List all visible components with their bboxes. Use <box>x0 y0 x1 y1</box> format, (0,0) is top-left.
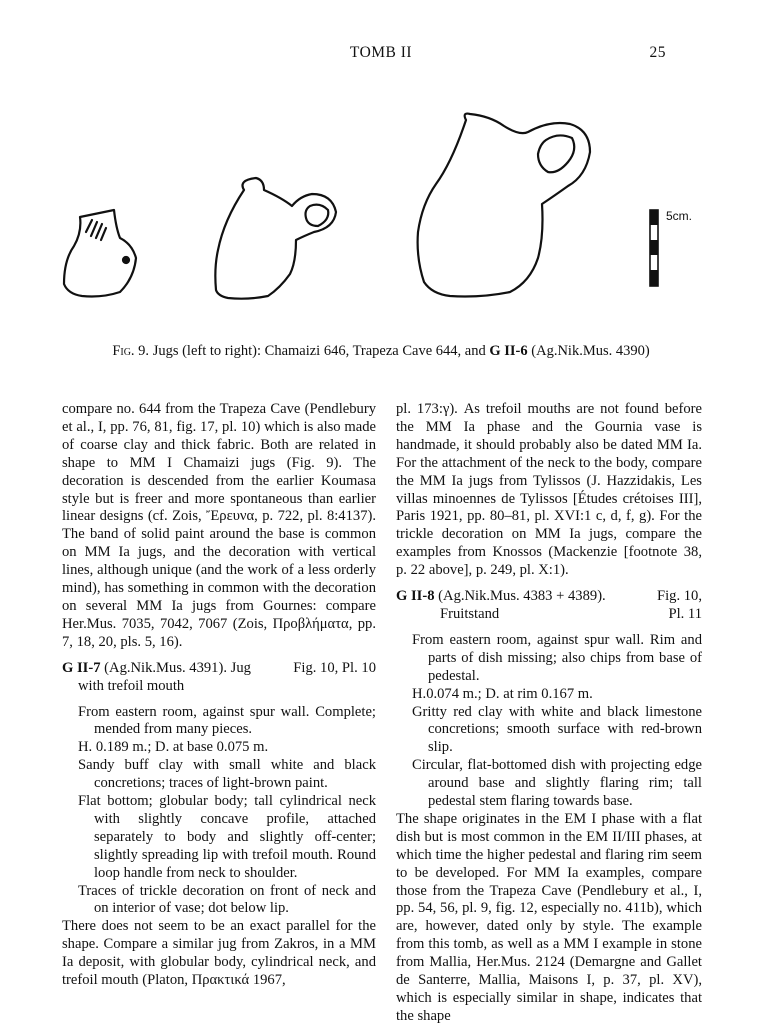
entry-desc: (Ag.Nik.Mus. 4383 + 4389). <box>434 588 606 605</box>
scale-bar <box>650 210 658 286</box>
entry-description: Traces of trickle decoration on front of neck and on interior of vase; dot below lip. <box>78 882 376 917</box>
right-paragraph-2: The shape originates in the EM I phase with a flat dish but is most common in the EM II/III phases, at which time the higher pedestal and flaring rim seem to be developed. For MM Ia examples, compare those from the Trapeza Cave (Pendlebury et al., I, pp. 54, 56, pl. 9, fig. 12, especially no. 411b), which are, however, dated only by style. The example from this tomb, as well as a MM I example in stone from Mallia, Her.Mus. 2124 (Demargne and Gallet de Santerre, Mallia, Maisons I, p. 37, pl. XV), which is especially similar in shape, indicates that the shape <box>396 810 702 1024</box>
caption-text: Jugs (left to right): Chamaizi 646, Trapeza Cave 644, and <box>149 343 490 359</box>
left-paragraph-2: There does not seem to be an exact parallel for the shape. Compare a similar jug from Zakros, in a MM Ia deposit, with globular body, cylindrical neck, and trefoil mouth (Platon, Πρακτικά 1967, <box>62 918 376 989</box>
caption-tail: (Ag.Nik.Mus. 4390) <box>527 343 650 359</box>
entry-description: Flat bottom; globular body; tall cylindrical neck with slightly concave profile, attached separately to body and slightly off-center; slightly spreading lip with trefoil mouth. Round loop handle from neck to shoulder. <box>78 793 376 881</box>
entry-pl: Pl. 11 <box>668 605 702 622</box>
entry-id: G II-7 <box>62 659 101 676</box>
entry-desc: (Ag.Nik.Mus. 4391). Jug <box>100 659 251 676</box>
entry-subtitle: Fruitstand <box>440 605 500 622</box>
entry-subtitle: with trefoil mouth <box>78 677 185 694</box>
entry-subheading <box>396 606 702 624</box>
caption-label: Fig. 9. <box>112 343 150 359</box>
entry-fig: Fig. 10, <box>656 588 702 605</box>
right-column <box>396 401 702 1026</box>
figure-caption <box>0 343 762 360</box>
running-head: TOMB II <box>349 44 413 61</box>
entry-description: From eastern room, against spur wall. Complete; mended from many pieces. <box>78 703 376 738</box>
entry-heading-g-ii-7 <box>62 660 376 678</box>
jugs-figure <box>50 100 710 320</box>
left-paragraph-1: compare no. 644 from the Trapeza Cave (Pendlebury et al., I, pp. 76, 81, fig. 17, pl. 10) which is also made of coarse clay and thick fabric. Both are related in shape to MM I Chamaizi jugs (Fig. 9). The decoration is descended from the earlier Koumasa style but is freer and more spontaneous than earlier linear designs (cf. Zois, Ἔρευνα, p. 722, pl. 8:4137). The band of solid paint around the base is common on MM Ia jugs, and the decoration with vertical lines, although unique (and the work of a less orderly mind), has something in common with the decoration on several MM Ia jugs from Gournes: compare Her.Mus. 7035, 7042, 7067 (Zois, Προβλήματα, pp. 7, 18, 20, pls. 5, 16). <box>62 401 376 650</box>
scale-label: 5cm. <box>666 209 693 223</box>
entry-description: From eastern room, against spur wall. Rim and parts of dish missing; also chips from base of pedestal. <box>412 631 702 684</box>
entry-description: Circular, flat-bottomed dish with projecting edge around base and slightly flaring rim; tall pedestal stem flaring towards base. <box>412 757 702 810</box>
right-paragraph-1: pl. 173:γ). As trefoil mouths are not found before the MM Ia phase and the Gournia vase is handmade, it should probably also be dated MM Ia. For the attachment of the neck to the body, compare the MM Ia jugs from Tylissos (J. Hazzidakis, Les villas minoennes de Tylissos [Études crétoises III], Paris 1921, pp. 80–81, pl. XVI:1 c, d, f, g). For the trickle decoration on MM Ia jugs, compare the examples from Knossos (Mackenzie [footnote 38, p. 22 above], p. 249, pl. X:1). <box>396 401 702 579</box>
jug-trapeza-644 <box>215 178 336 299</box>
jug-g-ii-6 <box>418 114 590 297</box>
entry-description: H.0.074 m.; D. at rim 0.167 m. <box>412 685 593 702</box>
entry-heading-g-ii-8 <box>396 588 702 606</box>
entry-id: G II-8 <box>396 588 435 605</box>
entry-description: Sandy buff clay with small white and black concretions; traces of light-brown paint. <box>78 757 376 792</box>
page-number: 25 <box>649 44 666 61</box>
entry-refs: Fig. 10, Pl. 10 <box>293 659 376 676</box>
left-column <box>62 401 376 990</box>
caption-bold: G II-6 <box>489 343 528 359</box>
entry-description: Gritty red clay with white and black limestone concretions; smooth surface with red-brown slip. <box>412 703 702 756</box>
jug-chamaizi-646 <box>64 210 136 297</box>
entry-description: H. 0.189 m.; D. at base 0.075 m. <box>78 739 269 756</box>
